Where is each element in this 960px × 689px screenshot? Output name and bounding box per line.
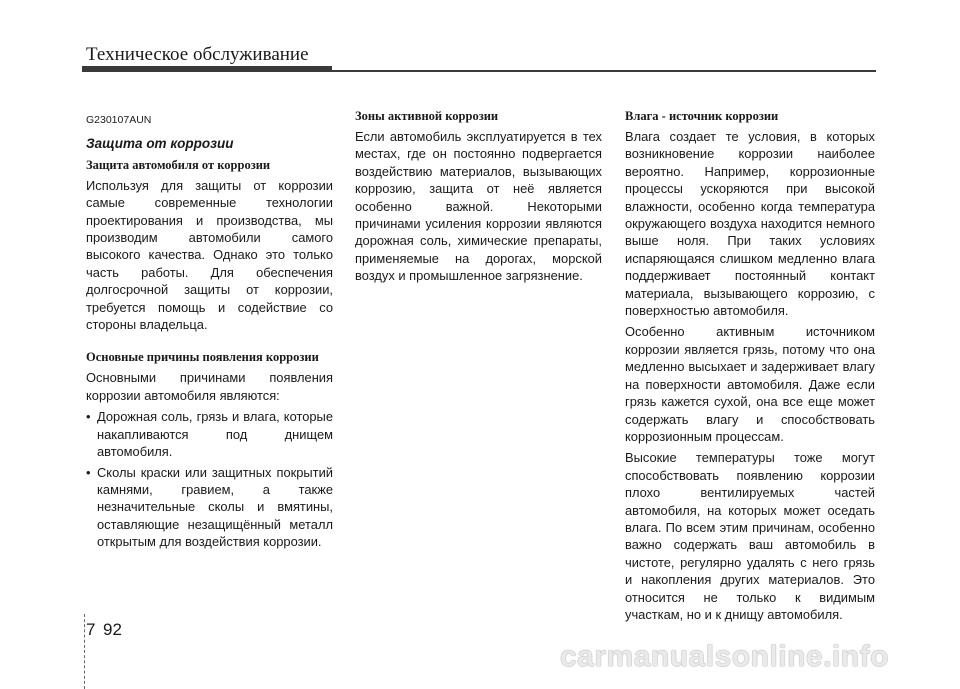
causes-list xyxy=(86,408,333,550)
margin-dashed-line xyxy=(84,614,85,689)
column-right xyxy=(625,108,875,627)
list-item xyxy=(86,464,333,551)
subheading-vehicle-protection: Защита автомобиля от коррозии xyxy=(86,157,271,172)
header-title: Техническое обслуживание xyxy=(86,44,309,65)
subheading-main-causes: Основные причины появления коррозии xyxy=(86,350,319,365)
column-left xyxy=(86,108,333,554)
bullet-icon: • xyxy=(86,464,91,480)
section-code: G230107AUN xyxy=(86,114,152,126)
column-middle xyxy=(355,108,602,289)
paragraph-active-corrosion-zones: Если автомобиль эксплуатируется в тех местах, где он постоянно подвергается воздействию материалов, вызывающих коррозию, защита от неё является особенно важной. Некоторыми причинами усиления коррозии являются дорожная соль, химические препараты, применяемые на дорогах, морской воздух и промышленное загрязнение. xyxy=(355,129,602,284)
list-item-text: Сколы краски или защитных покрытий камнями, гравием, а также незначительные сколы и вмятины, оставляющие незащищённый металл открытым для воздействия коррозии. xyxy=(97,464,333,550)
page-number: 92 xyxy=(103,620,122,639)
list-item xyxy=(86,408,333,460)
header-rule-thin xyxy=(332,70,876,72)
watermark: carmanualsonline.info xyxy=(560,640,889,673)
paragraph-moisture-2: Особенно активным источником коррозии является грязь, потому что она медленно высыхает и задерживает влагу на поверхности автомобиля. Даже если грязь кажется сухой, она все еще может содержать влагу и способствовать коррозионным процессам. xyxy=(625,324,875,444)
paragraph-moisture-3: Высокие температуры тоже могут способствовать появлению коррозии плохо вентилируемых частей автомобиля, на которых может оседать влага. По всем этим причинам, особенно важно содержать ваш автомобиль в чистоте, регулярно удалять с него грязь и накопления других материалов. Это относится не только к видимым участкам, но и к днищу автомобиля. xyxy=(625,450,875,622)
heading-moisture: Влага - источник коррозии xyxy=(625,109,779,123)
list-item-text: Дорожная соль, грязь и влага, которые накапливаются под днищем автомобиля. xyxy=(97,409,333,460)
section-title: Защита от коррозии xyxy=(86,136,234,152)
paragraph-main-causes: Основными причинами появления коррозии автомобиля являются: xyxy=(86,370,333,403)
paragraph-moisture-1: Влага создает те условия, в которых возникновение коррозии наиболее вероятно. Например, коррозионные процессы ускоряются при высокой влажности, особенно когда температура окружающего воздуха находится немного выше ноля. При таких условиях испаряющаяся слишком медленно влага поддерживает постоянный контакт материала, вызывающего коррозию, с поверхностью автомобиля. xyxy=(625,129,875,319)
header-rule-thick xyxy=(82,66,332,72)
bullet-icon: • xyxy=(86,409,91,425)
chapter-number: 7 xyxy=(86,620,96,639)
paragraph-vehicle-protection: Используя для защиты от коррозии самые современные технологии проектирования и производства, мы производим автомобили самого высокого качества. Однако это только часть работы. Для обеспечения долгосрочной защиты от коррозии, требуется помощь и содействие со стороны владельца. xyxy=(86,177,333,333)
heading-active-corrosion-zones: Зоны активной коррозии xyxy=(355,109,499,123)
